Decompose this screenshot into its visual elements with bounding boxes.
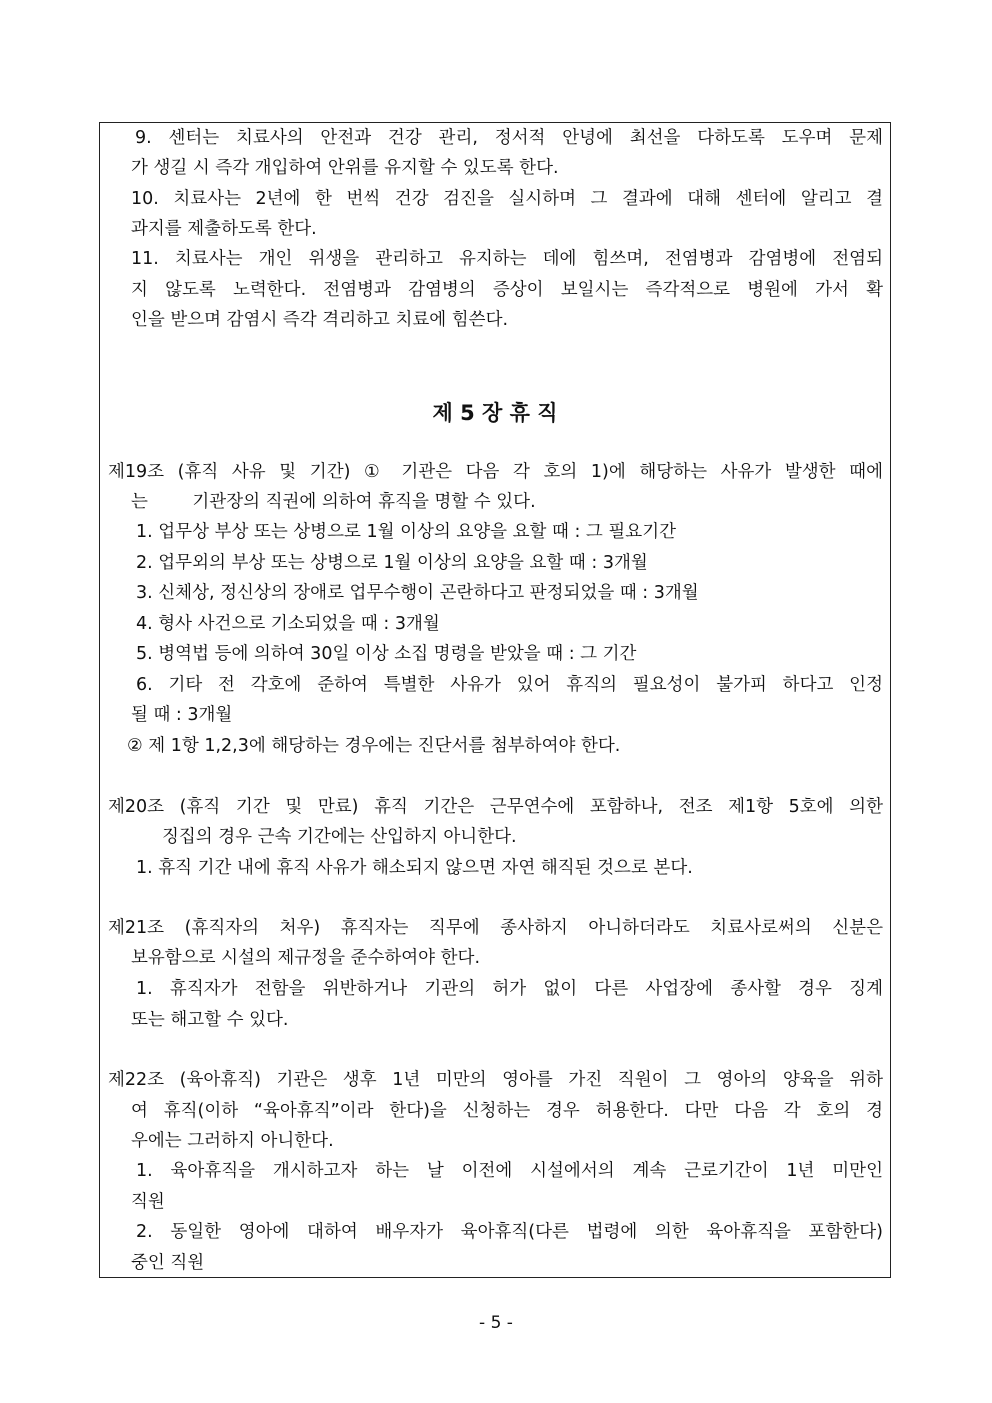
text-line: 직원 <box>131 1192 165 1212</box>
list-item: 1. 휴직자가 전함을 위반하거나 기관의 허가 없이 다른 사업장에 종사할 경우 징계 <box>136 979 883 999</box>
text-line: 또는 해고할 수 있다. <box>131 1010 289 1030</box>
text-line: 보유함으로 시설의 제규정을 준수하여야 한다. <box>131 948 481 968</box>
list-item: 2. 업무외의 부상 또는 상병으로 1월 이상의 요양을 요할 때 : 3개월 <box>136 553 648 573</box>
chapter-title: 제 5 장 휴 직 <box>432 401 558 425</box>
article-heading: 제19조 (휴직 사유 및 기간) ① 기관은 다음 각 호의 1)에 해당하는 사유가 발생한 때에 <box>108 462 883 482</box>
text-line: 우에는 그러하지 아니한다. <box>131 1131 334 1151</box>
text-line: 될 때 : 3개월 <box>131 705 233 725</box>
article-heading: 제21조 (휴직자의 처우) 휴직자는 직무에 종사하지 아니하더라도 치료사로써의 신분은 <box>108 918 883 938</box>
text-line: 11. 치료사는 개인 위생을 관리하고 유지하는 데에 힘쓰며, 전염병과 감염병에 전염되 <box>131 249 883 269</box>
text-line: 9. 센터는 치료사의 안전과 건강 관리, 정서적 안녕에 최선을 다하도록 도우며 문제 <box>135 128 883 148</box>
list-item: 1. 육아휴직을 개시하고자 하는 날 이전에 시설에서의 계속 근로기간이 1년 미만인 <box>136 1161 883 1181</box>
text-line: 중인 직원 <box>131 1253 205 1273</box>
list-item: 1. 휴직 기간 내에 휴직 사유가 해소되지 않으면 자연 해직된 것으로 본다. <box>136 858 693 878</box>
text-line: 지 않도록 노력한다. 전염병과 감염병의 증상이 보일시는 즉각적으로 병원에 가서 확 <box>131 280 883 300</box>
list-item: 6. 기타 전 각호에 준하여 특별한 사유가 있어 휴직의 필요성이 불가피 하다고 인정 <box>136 675 883 695</box>
text-line: 징집의 경우 근속 기간에는 산입하지 아니한다. <box>162 827 517 847</box>
article-heading: 제20조 (휴직 기간 및 만료) 휴직 기간은 근무연수에 포함하나, 전조 제1항 5호에 의한 <box>108 797 883 817</box>
text-line: 인을 받으며 감염시 즉각 격리하고 치료에 힘쓴다. <box>131 310 509 330</box>
list-item: 4. 형사 사건으로 기소되었을 때 : 3개월 <box>136 614 440 634</box>
text-line: 여 휴직(이하 “육아휴직”이라 한다)을 신청하는 경우 허용한다. 다만 다음 각 호의 경 <box>131 1101 883 1121</box>
text-line: 10. 치료사는 2년에 한 번씩 건강 검진을 실시하며 그 결과에 대해 센터에 알리고 결 <box>131 189 883 209</box>
list-item: ② 제 1항 1,2,3에 해당하는 경우에는 진단서를 첨부하여야 한다. <box>127 736 621 756</box>
list-item: 3. 신체상, 정신상의 장애로 업무수행이 곤란하다고 판정되었을 때 : 3개월 <box>136 583 699 603</box>
text-line: 는 기관장의 직권에 의하여 휴직을 명할 수 있다. <box>131 492 536 512</box>
text-line: 가 생길 시 즉각 개입하여 안위를 유지할 수 있도록 한다. <box>131 158 559 178</box>
list-item: 2. 동일한 영아에 대하여 배우자가 육아휴직(다른 법령에 의한 육아휴직을 포함한다) <box>136 1222 883 1242</box>
list-item: 5. 병역법 등에 의하여 30일 이상 소집 명령을 받았을 때 : 그 기간 <box>136 644 637 664</box>
text-line: 과지를 제출하도록 한다. <box>131 219 317 239</box>
article-heading: 제22조 (육아휴직) 기관은 생후 1년 미만의 영아를 가진 직원이 그 영아의 양육을 위하 <box>108 1070 883 1090</box>
page-number: - 5 - <box>479 1313 513 1333</box>
list-item: 1. 업무상 부상 또는 상병으로 1월 이상의 요양을 요할 때 : 그 필요기간 <box>136 522 677 542</box>
